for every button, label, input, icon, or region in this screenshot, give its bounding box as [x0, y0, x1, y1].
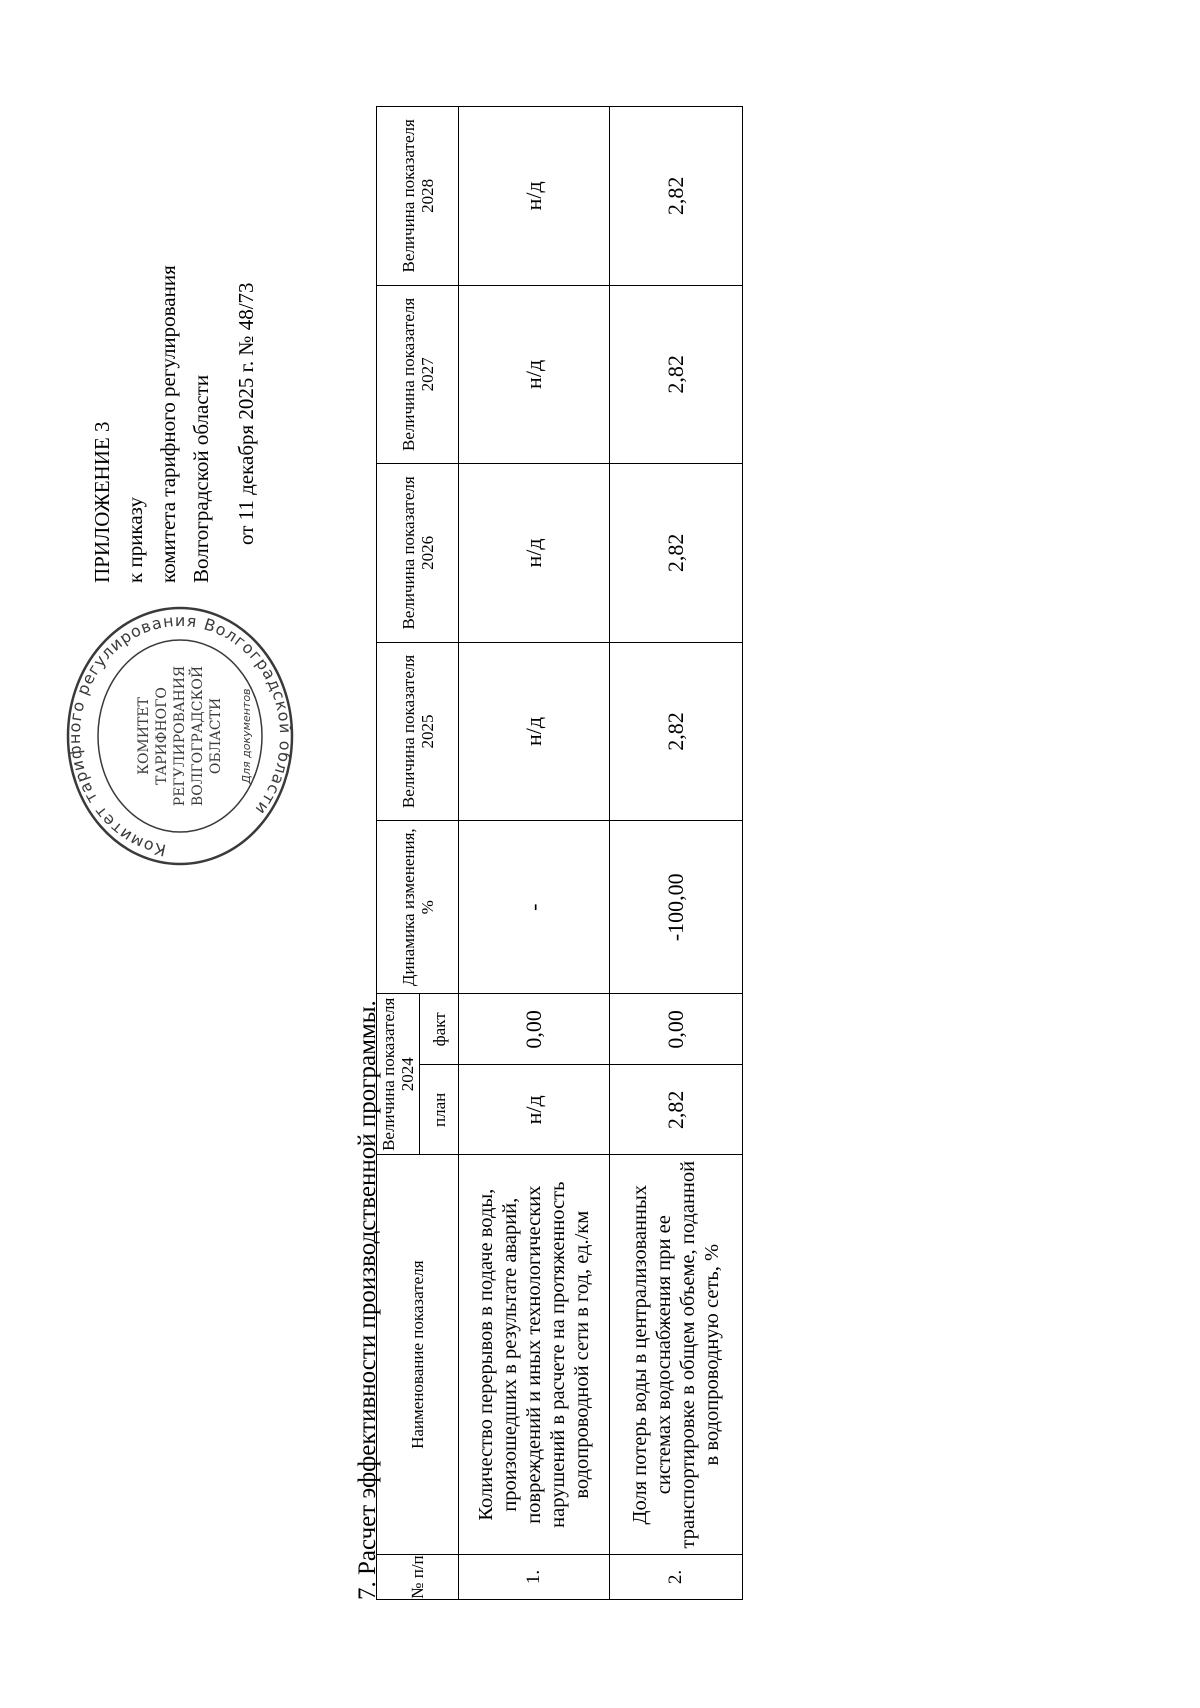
- row-dynamics-value: -100,00: [610, 821, 743, 994]
- row-2026-value: 2,82: [610, 464, 743, 643]
- annex-header: [86, 265, 263, 583]
- stamp-inner-line3: РЕГУЛИРОВАНИЯ: [172, 665, 188, 807]
- table-header-row: [377, 107, 420, 1600]
- row-indicator-name: Количество перерывов в подаче воды, произошедших в результате аварий, повреждений и иных технологических нарушений в расчете на протяженность водопроводной сети в год, ед./км: [459, 1155, 610, 1555]
- header-fact: факт: [420, 994, 459, 1065]
- header-plan: план: [420, 1065, 459, 1155]
- stamp-inner-small: Для документов: [240, 688, 253, 784]
- row-2028-value: н/д: [459, 107, 610, 286]
- header-2025: Величина показателя 2025: [377, 642, 459, 821]
- efficiency-table: [376, 106, 743, 1600]
- header-value-2024: Величина показателя 2024: [377, 994, 420, 1155]
- row-fact-value: 0,00: [610, 994, 743, 1065]
- row-number: 2.: [610, 1555, 743, 1600]
- stamp-inner-line5: ОБЛАСТИ: [208, 697, 224, 775]
- annex-line-3: Волгоградской области: [189, 374, 213, 583]
- table-row: [459, 107, 610, 1600]
- header-num: № п/п: [377, 1555, 459, 1600]
- annex-line-2: комитета тарифного регулирования: [156, 265, 180, 583]
- stamp-inner-line4: ВОЛГОГРАДСКОЙ: [190, 665, 206, 807]
- row-indicator-name: Доля потерь воды в централизованных системах водоснабжения при ее транспортировке в общем объеме, поданной в водопроводную сеть, %: [610, 1155, 743, 1555]
- header-name: Наименование показателя: [377, 1155, 459, 1555]
- row-2026-value: н/д: [459, 464, 610, 643]
- row-plan-value: н/д: [459, 1065, 610, 1155]
- header-2026: Величина показателя 2026: [377, 464, 459, 643]
- row-2025-value: н/д: [459, 642, 610, 821]
- row-number: 1.: [459, 1555, 610, 1600]
- row-2025-value: 2,82: [610, 642, 743, 821]
- stamp-inner-line2: ТАРИФНОГО: [154, 687, 170, 785]
- stamp-inner-line1: КОМИТЕТ: [136, 697, 152, 775]
- table-row: [610, 107, 743, 1600]
- row-2027-value: 2,82: [610, 285, 743, 464]
- official-stamp: [60, 586, 300, 886]
- header-dynamics: Динамика изменения, %: [377, 821, 459, 994]
- annex-order-date: от 11 декабря 2025 г. № 48/73: [234, 282, 258, 545]
- header-2027: Величина показателя 2027: [377, 285, 459, 464]
- annex-title: ПРИЛОЖЕНИЕ 3: [90, 421, 114, 583]
- row-dynamics-value: -: [459, 821, 610, 994]
- row-2028-value: 2,82: [610, 107, 743, 286]
- header-2028: Величина показателя 2028: [377, 107, 459, 286]
- stamp-outer-text: Комитет тарифного регулирования Волгоградской области: [64, 610, 296, 860]
- section-title: 7. Расчет эффективности производственной программы.: [354, 1000, 381, 1600]
- annex-line-1: к приказу: [123, 497, 147, 583]
- row-plan-value: 2,82: [610, 1065, 743, 1155]
- row-fact-value: 0,00: [459, 994, 610, 1065]
- row-2027-value: н/д: [459, 285, 610, 464]
